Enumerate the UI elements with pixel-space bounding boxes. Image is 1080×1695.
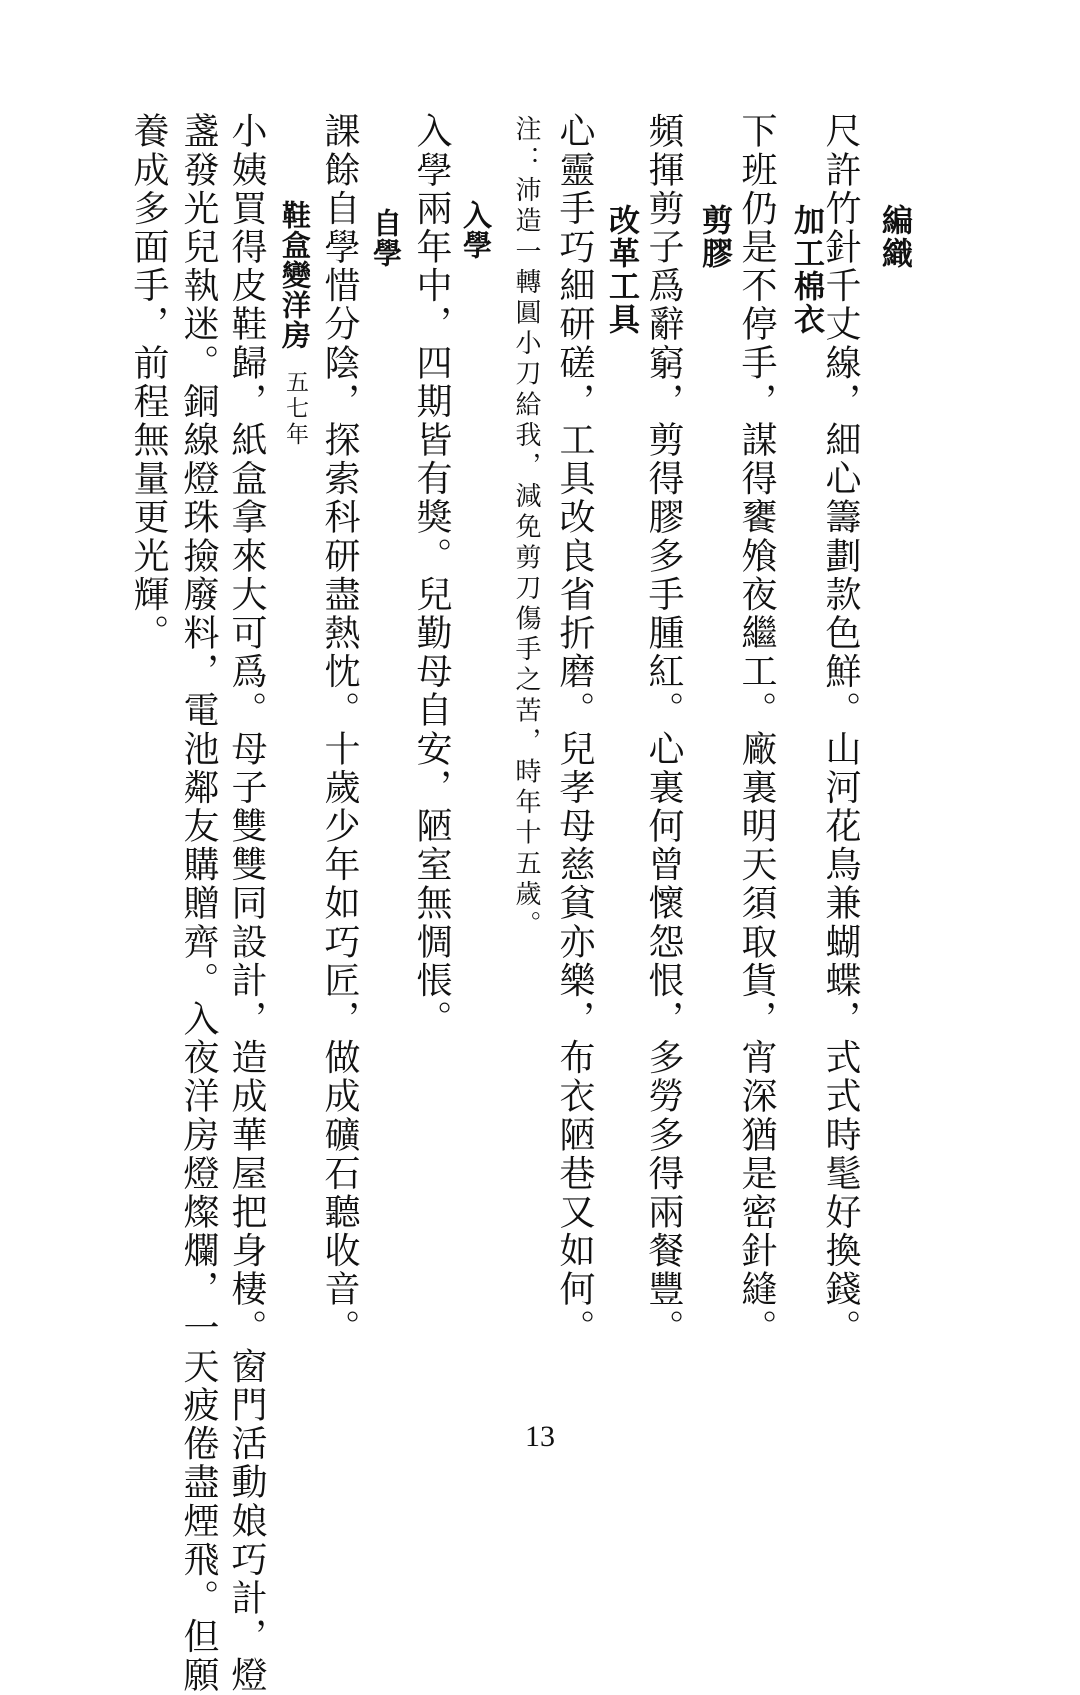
poem-line-knitting: 尺許竹針千丈線，細心籌劃款色鮮。山河花鳥兼蝴蝶，式式時髦好換錢。 — [820, 112, 861, 1348]
poem-line-self-study: 課餘自學惜分陰，探索科研盡熱忱。十歲少年如巧匠，做成礦石聽收音。 — [319, 112, 360, 1348]
poem-heading-shoebox — [278, 200, 312, 448]
poem-line-shoebox-1: 小姨買得皮鞋歸，紙盒拿來大可爲。母子雙雙同設計，造成華屋把身棲。窗門活動娘巧計，燈 — [226, 112, 267, 1695]
poem-line-school-entry: 入學兩年中，四期皆有獎。兒勤母自安，陋室無惆悵。 — [411, 112, 452, 1039]
annotation-note: 注：沛造一轉圓小刀給我，減免剪刀傷手之苦，時年十五歲。 — [511, 115, 541, 942]
poem-title-cutting-plastic: 剪膠 — [696, 204, 732, 270]
poem-line-cotton-garments: 下班仍是不停手，謀得饔飧夜繼工。廠裏明天須取貨，宵深猶是密針縫。 — [736, 112, 777, 1348]
poem-line-tool-improvement: 心靈手巧細研磋，工具改良省折磨。兒孝母慈貧亦樂，布衣陋巷又如何。 — [554, 112, 595, 1348]
poem-title-knitting: 編織 — [876, 204, 912, 270]
poem-year: 五七年 — [282, 370, 308, 448]
poem-line-shoebox-2: 盞發光兒執迷。銅線燈珠撿廢料，電池鄰友購贈齊。入夜洋房燈燦爛，一天疲倦盡煙飛。但願 — [178, 112, 219, 1695]
poem-title-shoebox: 鞋盒變洋房 — [278, 200, 312, 350]
poem-title-tool-improvement: 改革工具 — [603, 204, 639, 336]
poem-title-self-study: 自學 — [369, 208, 403, 268]
poem-title-cotton-garments: 加工棉衣 — [788, 204, 824, 336]
page-number: 13 — [525, 1420, 555, 1453]
poem-line-shoebox-3: 養成多面手，前程無量更光輝。 — [128, 112, 169, 653]
poem-title-school-entry: 入學 — [459, 200, 493, 260]
poem-line-cutting-plastic: 頻揮剪子爲辭窮，剪得膠多手腫紅。心裏何曾懷怨恨，多勞多得兩餐豐。 — [643, 112, 684, 1348]
